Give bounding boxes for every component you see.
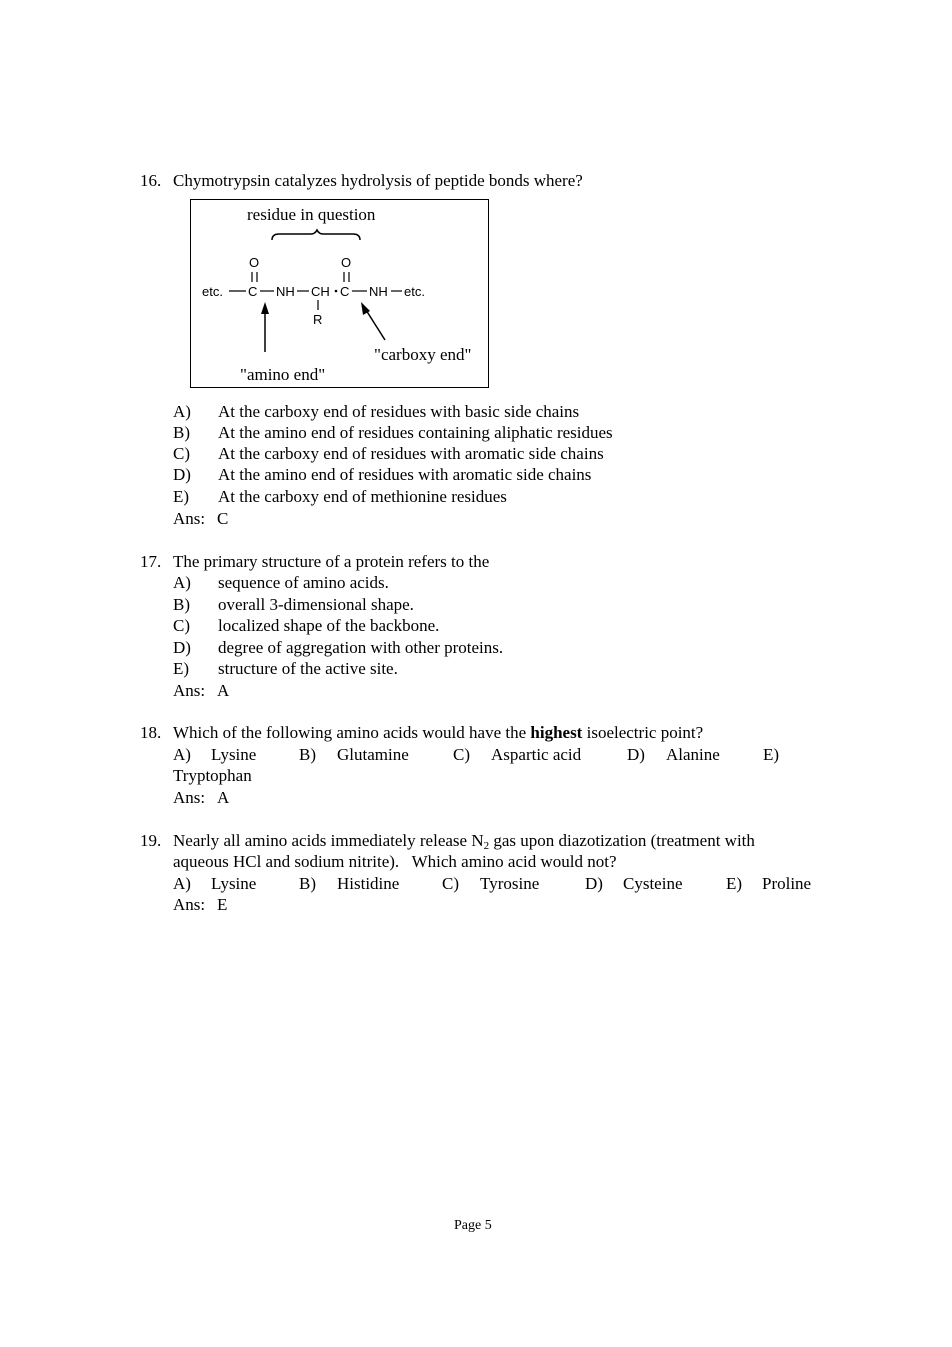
amino-end-label: "amino end" (240, 365, 326, 384)
option-text: localized shape of the backbone. (218, 616, 440, 635)
option-letter: A) (173, 745, 191, 764)
emphasis-highest: highest (530, 723, 583, 742)
question-number: 17. (140, 552, 162, 571)
option-letter: C) (453, 745, 470, 764)
residue-brace (272, 230, 360, 240)
option-letter: D) (627, 745, 645, 764)
option-text: At the amino end of residues with aromatic side chains (218, 465, 592, 484)
option-text: Cysteine (623, 874, 683, 893)
carbonyl-carbon-right: C (340, 284, 350, 299)
option-letter: E) (726, 874, 743, 893)
answer-value: A (217, 681, 230, 700)
peptide-bond-figure (190, 199, 489, 388)
option-text: At the carboxy end of residues with basic side chains (218, 402, 580, 421)
option-text: overall 3-dimensional shape. (218, 595, 414, 614)
option-text: Lysine (211, 874, 257, 893)
option-letter: E) (173, 659, 190, 678)
option-text: degree of aggregation with other proteins. (218, 638, 504, 657)
question-text: The primary structure of a protein refers to the (173, 552, 490, 571)
option-letter: E) (173, 487, 190, 506)
option-text: At the carboxy end of residues with aromatic side chains (218, 444, 604, 463)
option-text: structure of the active site. (218, 659, 398, 678)
answer-label: Ans: (173, 895, 206, 914)
option-letter: D) (173, 638, 191, 657)
answer-label: Ans: (173, 681, 206, 700)
option-letter: D) (585, 874, 603, 893)
option-text: Lysine (211, 745, 257, 764)
etc-right: etc. (404, 284, 425, 299)
option-letter: A) (173, 573, 191, 592)
answer-value: A (217, 788, 230, 807)
nh-right: NH (369, 284, 388, 299)
alpha-carbon: CH (311, 284, 330, 299)
question-number: 18. (140, 723, 162, 742)
option-text: sequence of amino acids. (218, 573, 389, 592)
option-text: Proline (762, 874, 812, 893)
oxygen-left: O (249, 255, 260, 270)
option-letter: E) (763, 745, 780, 764)
r-group: R (313, 312, 323, 327)
answer-label: Ans: (173, 788, 206, 807)
option-text: Aspartic acid (491, 745, 582, 764)
option-letter: C) (173, 444, 190, 463)
question-text-line-2: aqueous HCl and sodium nitrite). Which amino acid would not? (173, 852, 617, 871)
option-letter: D) (173, 465, 191, 484)
option-text: Tyrosine (480, 874, 540, 893)
carboxy-end-arrow (366, 310, 385, 340)
option-text: Tryptophan (173, 766, 252, 785)
peptide-diagram (191, 200, 490, 389)
question-text: Chymotrypsin catalyzes hydrolysis of peptide bonds where? (173, 171, 583, 190)
option-text: Glutamine (337, 745, 409, 764)
option-letter: B) (299, 745, 316, 764)
residue-label: residue in question (247, 205, 376, 224)
option-letter: A) (173, 874, 191, 893)
option-letter: B) (173, 595, 190, 614)
option-letter: C) (173, 616, 190, 635)
option-letter: B) (299, 874, 316, 893)
etc-left: etc. (202, 284, 223, 299)
option-letter: A) (173, 402, 191, 421)
nh-left: NH (276, 284, 295, 299)
question-number: 16. (140, 171, 162, 190)
carbonyl-carbon-left: C (248, 284, 258, 299)
option-text: Histidine (337, 874, 400, 893)
question-text-line-1: Nearly all amino acids immediately release $N_2$ gas upon diazotization (treatment with (173, 831, 755, 852)
answer-value: E (217, 895, 228, 914)
oxygen-right: O (341, 255, 352, 270)
answer-value: C (217, 509, 229, 528)
page-number: Page 5 (454, 1218, 492, 1233)
answer-label: Ans: (173, 509, 206, 528)
option-letter: C) (442, 874, 459, 893)
option-letter: B) (173, 423, 190, 442)
option-text: At the amino end of residues containing aliphatic residues (218, 423, 613, 442)
question-number: 19. (140, 831, 162, 850)
carboxy-end-label: "carboxy end" (374, 345, 472, 364)
option-text: At the carboxy end of methionine residues (218, 487, 507, 506)
question-text: Which of the following amino acids would have the highest isoelectric point? (173, 723, 704, 742)
option-text: Alanine (666, 745, 720, 764)
